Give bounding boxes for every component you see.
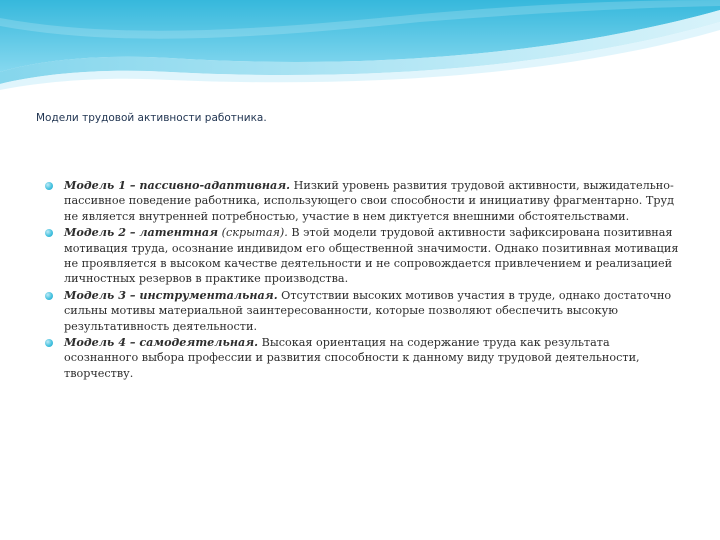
bullet-dot-icon — [45, 182, 53, 190]
model-term: Модель 1 – пассивно-адаптивная. — [64, 178, 291, 192]
model-description: Отсутствии высоких мотивов участия в труде, однако достаточно сильны мотивы материальной заинтересованности, которые позволяют обеспечить высокую результативность деятельности. — [64, 288, 672, 333]
model-term: Модель 2 – латентная — [64, 225, 219, 240]
bullet-dot-icon — [45, 339, 53, 347]
list-item — [64, 178, 680, 224]
model-term: Модель 4 – самодеятельная. — [64, 335, 259, 350]
list-item — [64, 225, 680, 287]
model-description: В этой модели трудовой активности зафиксирована позитивная мотивация труда, осознание индивидом его общественной значимости. Однако позитивная мотивация не проявляется в высоком качестве деятельности и не сопровождается привлечением и реализацией личностных резервов в практике производства. — [64, 226, 679, 286]
model-term-paren: (скрытая). — [218, 226, 288, 240]
list-item — [64, 335, 680, 381]
header-wave-decoration — [0, 0, 720, 90]
bullet-dot-icon — [45, 292, 53, 300]
model-description: Высокая ориентация на содержание труда как результата осознанного выбора профессии и развития способности к данному виду трудовой деятельности, творчеству. — [64, 336, 640, 380]
bullet-list — [64, 178, 680, 382]
bullet-dot-icon — [45, 229, 53, 237]
model-term: Модель 3 – инструментальная. — [64, 287, 278, 302]
list-item — [64, 288, 680, 334]
slide-title: Модели трудовой активности работника. — [36, 112, 267, 124]
model-description: Низкий уровень развития трудовой активности, выжидательно- пассивное поведение работника, использующего свои способности и инициативу фрагментарно. Труд не является внутренней потребностью, участие в нем диктуется внешними обстоятельствами. — [64, 179, 674, 223]
